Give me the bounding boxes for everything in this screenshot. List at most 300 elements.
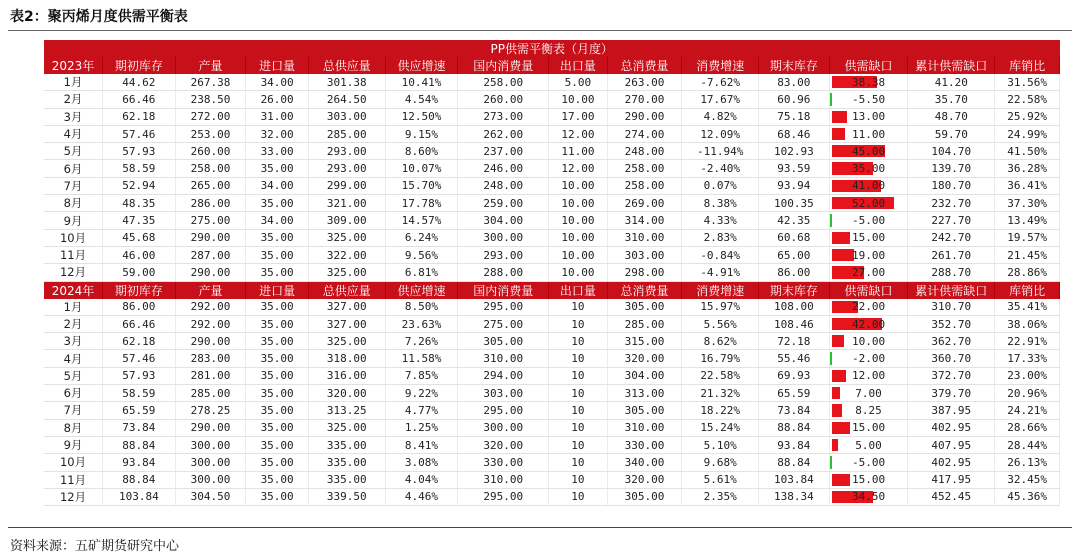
column-header: 国内消费量 xyxy=(458,281,549,299)
month-cell: 8月 xyxy=(44,419,103,436)
month-cell: 2月 xyxy=(44,91,103,108)
data-cell: 42.35 xyxy=(759,212,830,229)
data-cell: 320.00 xyxy=(308,385,385,402)
data-cell: 290.00 xyxy=(175,333,246,350)
data-cell: 62.18 xyxy=(103,333,176,350)
data-cell: 35.00 xyxy=(246,195,309,212)
data-cell: 2.35% xyxy=(682,488,759,505)
data-cell: 104.70 xyxy=(908,143,995,160)
data-cell: 5.56% xyxy=(682,315,759,332)
data-cell: 17.67% xyxy=(682,91,759,108)
data-cell: 21.32% xyxy=(682,385,759,402)
data-cell: 35.00 xyxy=(246,488,309,505)
data-cell: 335.00 xyxy=(308,436,385,453)
data-cell: 52.94 xyxy=(103,177,176,194)
data-cell: 26.13% xyxy=(995,454,1060,471)
data-cell: 305.00 xyxy=(607,488,682,505)
gap-bar xyxy=(832,249,855,261)
gap-cell xyxy=(829,74,908,91)
bottom-rule xyxy=(8,527,1072,528)
column-header: 产量 xyxy=(175,281,246,299)
data-cell: 93.94 xyxy=(759,177,830,194)
gap-value: -5.00 xyxy=(851,214,886,228)
data-cell: 322.00 xyxy=(308,246,385,263)
table-row xyxy=(44,350,1060,367)
data-cell: 5.10% xyxy=(682,436,759,453)
data-cell: 285.00 xyxy=(175,385,246,402)
data-cell: 9.68% xyxy=(682,454,759,471)
gap-bar xyxy=(829,352,832,364)
data-cell: -7.62% xyxy=(682,74,759,91)
gap-value: 27.00 xyxy=(851,265,886,279)
data-cell: 23.00% xyxy=(995,367,1060,384)
data-cell: 259.00 xyxy=(458,195,549,212)
data-cell: 21.45% xyxy=(995,246,1060,263)
data-cell: 10.00 xyxy=(549,177,608,194)
data-cell: 44.62 xyxy=(103,74,176,91)
month-cell: 11月 xyxy=(44,471,103,488)
data-cell: 12.50% xyxy=(385,108,458,125)
gap-cell xyxy=(829,402,908,419)
column-header: 累计供需缺口 xyxy=(908,281,995,299)
data-cell: 407.95 xyxy=(908,436,995,453)
data-cell: 283.00 xyxy=(175,350,246,367)
data-cell: 93.84 xyxy=(103,454,176,471)
table-title: PP供需平衡表（月度） xyxy=(44,40,1060,57)
gap-value: 15.00 xyxy=(851,231,886,245)
data-cell: 57.93 xyxy=(103,143,176,160)
gap-value: 15.00 xyxy=(851,421,886,435)
month-cell: 6月 xyxy=(44,385,103,402)
gap-cell xyxy=(829,246,908,263)
table-row xyxy=(44,333,1060,350)
data-cell: 35.00 xyxy=(246,350,309,367)
column-header: 总供应量 xyxy=(308,281,385,299)
data-cell: 287.00 xyxy=(175,246,246,263)
data-cell: 35.00 xyxy=(246,264,309,281)
data-cell: 325.00 xyxy=(308,333,385,350)
table-row xyxy=(44,488,1060,505)
data-cell: 102.93 xyxy=(759,143,830,160)
data-cell: 10 xyxy=(549,333,608,350)
data-cell: 32.45% xyxy=(995,471,1060,488)
data-cell: 11.00 xyxy=(549,143,608,160)
data-cell: 7.85% xyxy=(385,367,458,384)
gap-cell xyxy=(829,385,908,402)
data-cell: 55.46 xyxy=(759,350,830,367)
table-row xyxy=(44,74,1060,91)
table-row xyxy=(44,264,1060,281)
data-cell: 10 xyxy=(549,419,608,436)
data-cell: 35.00 xyxy=(246,160,309,177)
gap-cell xyxy=(829,91,908,108)
data-cell: 24.21% xyxy=(995,402,1060,419)
month-cell: 4月 xyxy=(44,350,103,367)
data-cell: 253.00 xyxy=(175,125,246,142)
data-cell: 285.00 xyxy=(308,125,385,142)
data-cell: 31.00 xyxy=(246,108,309,125)
data-cell: 34.00 xyxy=(246,212,309,229)
data-cell: 295.00 xyxy=(458,299,549,316)
data-cell: 108.00 xyxy=(759,299,830,316)
data-cell: 10 xyxy=(549,436,608,453)
gap-cell xyxy=(829,315,908,332)
month-cell: 9月 xyxy=(44,212,103,229)
data-cell: 15.70% xyxy=(385,177,458,194)
data-cell: 305.00 xyxy=(458,333,549,350)
data-cell: 314.00 xyxy=(607,212,682,229)
data-cell: 292.00 xyxy=(175,299,246,316)
data-cell: 10.00 xyxy=(549,246,608,263)
data-cell: 270.00 xyxy=(607,91,682,108)
gap-cell xyxy=(829,160,908,177)
data-cell: 15.24% xyxy=(682,419,759,436)
data-cell: 33.00 xyxy=(246,143,309,160)
data-cell: 88.84 xyxy=(103,471,176,488)
gap-cell xyxy=(829,125,908,142)
data-cell: 362.70 xyxy=(908,333,995,350)
table-row xyxy=(44,246,1060,263)
data-cell: 313.25 xyxy=(308,402,385,419)
gap-bar xyxy=(832,474,850,486)
gap-cell xyxy=(829,299,908,316)
data-cell: 272.00 xyxy=(175,108,246,125)
gap-bar xyxy=(832,111,848,123)
data-cell: 47.35 xyxy=(103,212,176,229)
data-cell: 305.00 xyxy=(607,402,682,419)
data-cell: 65.59 xyxy=(103,402,176,419)
data-cell: 310.00 xyxy=(458,350,549,367)
month-cell: 10月 xyxy=(44,229,103,246)
data-cell: 318.00 xyxy=(308,350,385,367)
month-cell: 9月 xyxy=(44,436,103,453)
data-cell: 35.70 xyxy=(908,91,995,108)
data-cell: 20.96% xyxy=(995,385,1060,402)
data-cell: 310.70 xyxy=(908,299,995,316)
data-cell: 10 xyxy=(549,488,608,505)
gap-value: 10.00 xyxy=(851,334,886,348)
data-cell: 41.50% xyxy=(995,143,1060,160)
data-cell: 4.04% xyxy=(385,471,458,488)
gap-value: -5.00 xyxy=(851,455,886,469)
data-cell: 325.00 xyxy=(308,419,385,436)
data-cell: 103.84 xyxy=(759,471,830,488)
data-cell: 48.35 xyxy=(103,195,176,212)
data-cell: 304.50 xyxy=(175,488,246,505)
data-cell: 103.84 xyxy=(103,488,176,505)
month-cell: 11月 xyxy=(44,246,103,263)
data-cell: 37.30% xyxy=(995,195,1060,212)
column-header: 消费增速 xyxy=(682,57,759,74)
data-cell: -0.84% xyxy=(682,246,759,263)
gap-cell xyxy=(829,143,908,160)
data-cell: 10.00 xyxy=(549,264,608,281)
data-cell: 35.00 xyxy=(246,436,309,453)
data-cell: -2.40% xyxy=(682,160,759,177)
data-cell: 402.95 xyxy=(908,454,995,471)
data-cell: 8.50% xyxy=(385,299,458,316)
data-cell: 0.07% xyxy=(682,177,759,194)
data-cell: 304.00 xyxy=(458,212,549,229)
data-cell: 293.00 xyxy=(458,246,549,263)
data-cell: 9.22% xyxy=(385,385,458,402)
data-cell: 10 xyxy=(549,471,608,488)
data-cell: 17.33% xyxy=(995,350,1060,367)
gap-bar xyxy=(832,387,840,399)
data-cell: 73.84 xyxy=(103,419,176,436)
gap-value: 12.00 xyxy=(851,369,886,383)
data-cell: -4.91% xyxy=(682,264,759,281)
table-caption: 表2：聚丙烯月度供需平衡表 xyxy=(10,9,188,25)
data-cell: 278.25 xyxy=(175,402,246,419)
data-cell: 320.00 xyxy=(607,471,682,488)
gap-bar xyxy=(832,439,838,451)
gap-value: 34.50 xyxy=(851,490,886,504)
data-cell: 237.00 xyxy=(458,143,549,160)
data-cell: 352.70 xyxy=(908,315,995,332)
data-cell: 10 xyxy=(549,299,608,316)
data-cell: 65.00 xyxy=(759,246,830,263)
gap-cell xyxy=(829,367,908,384)
data-cell: 15.97% xyxy=(682,299,759,316)
data-cell: 316.00 xyxy=(308,367,385,384)
month-cell: 7月 xyxy=(44,402,103,419)
data-cell: 66.46 xyxy=(103,315,176,332)
data-cell: 35.00 xyxy=(246,402,309,419)
data-cell: 100.35 xyxy=(759,195,830,212)
gap-cell xyxy=(829,471,908,488)
table-row xyxy=(44,299,1060,316)
gap-value: 19.00 xyxy=(851,248,886,262)
data-cell: 238.50 xyxy=(175,91,246,108)
data-cell: 309.00 xyxy=(308,212,385,229)
gap-cell xyxy=(829,212,908,229)
data-cell: 3.08% xyxy=(385,454,458,471)
data-cell: 232.70 xyxy=(908,195,995,212)
data-cell: 8.38% xyxy=(682,195,759,212)
data-cell: 10 xyxy=(549,385,608,402)
column-header: 期初库存 xyxy=(103,57,176,74)
data-cell: 227.70 xyxy=(908,212,995,229)
data-cell: 285.00 xyxy=(607,315,682,332)
month-cell: 3月 xyxy=(44,333,103,350)
table-row xyxy=(44,315,1060,332)
gap-value: -2.00 xyxy=(851,352,886,366)
gap-value: 41.00 xyxy=(851,179,886,193)
data-cell: 267.38 xyxy=(175,74,246,91)
data-cell: 18.22% xyxy=(682,402,759,419)
data-cell: 93.59 xyxy=(759,160,830,177)
data-cell: 273.00 xyxy=(458,108,549,125)
data-cell: 36.28% xyxy=(995,160,1060,177)
pp-balance-table xyxy=(44,40,1060,506)
data-cell: 75.18 xyxy=(759,108,830,125)
month-cell: 1月 xyxy=(44,74,103,91)
gap-value: 52.00 xyxy=(851,196,886,210)
data-cell: 258.00 xyxy=(607,177,682,194)
data-cell: 281.00 xyxy=(175,367,246,384)
data-cell: 73.84 xyxy=(759,402,830,419)
data-cell: 300.00 xyxy=(175,436,246,453)
table-row xyxy=(44,367,1060,384)
data-cell: 335.00 xyxy=(308,454,385,471)
data-cell: 258.00 xyxy=(458,74,549,91)
data-cell: 24.99% xyxy=(995,125,1060,142)
data-cell: 35.41% xyxy=(995,299,1060,316)
data-cell: 35.00 xyxy=(246,454,309,471)
column-header: 期末库存 xyxy=(759,57,830,74)
data-cell: 88.84 xyxy=(759,419,830,436)
table-row xyxy=(44,91,1060,108)
data-cell: 10 xyxy=(549,402,608,419)
gap-value: 7.00 xyxy=(855,386,882,400)
data-cell: 10 xyxy=(549,350,608,367)
data-cell: 35.00 xyxy=(246,299,309,316)
data-cell: 25.92% xyxy=(995,108,1060,125)
data-cell: 305.00 xyxy=(607,299,682,316)
data-cell: 59.70 xyxy=(908,125,995,142)
data-cell: 300.00 xyxy=(458,419,549,436)
gap-value: 35.00 xyxy=(851,162,886,176)
table-row xyxy=(44,212,1060,229)
data-cell: 65.59 xyxy=(759,385,830,402)
data-cell: 295.00 xyxy=(458,488,549,505)
table-row xyxy=(44,177,1060,194)
data-cell: 6.81% xyxy=(385,264,458,281)
data-cell: 68.46 xyxy=(759,125,830,142)
month-cell: 8月 xyxy=(44,195,103,212)
table-row xyxy=(44,471,1060,488)
gap-bar xyxy=(829,93,832,105)
data-cell: 402.95 xyxy=(908,419,995,436)
table-row xyxy=(44,125,1060,142)
data-cell: 248.00 xyxy=(458,177,549,194)
data-cell: 325.00 xyxy=(308,264,385,281)
header-row xyxy=(44,281,1060,299)
data-cell: 4.46% xyxy=(385,488,458,505)
data-cell: 269.00 xyxy=(607,195,682,212)
gap-cell xyxy=(829,108,908,125)
table-body xyxy=(44,40,1060,506)
data-cell: 242.70 xyxy=(908,229,995,246)
gap-bar xyxy=(829,214,832,226)
gap-bar xyxy=(832,128,845,140)
month-cell: 6月 xyxy=(44,160,103,177)
data-cell: 246.00 xyxy=(458,160,549,177)
data-cell: 258.00 xyxy=(607,160,682,177)
data-cell: 303.00 xyxy=(607,246,682,263)
table-row xyxy=(44,229,1060,246)
header-row xyxy=(44,57,1060,74)
gap-value: 8.25 xyxy=(855,403,882,417)
data-cell: 330.00 xyxy=(458,454,549,471)
data-cell: 262.00 xyxy=(458,125,549,142)
data-cell: 10.00 xyxy=(549,91,608,108)
data-cell: 1.25% xyxy=(385,419,458,436)
data-cell: 335.00 xyxy=(308,471,385,488)
data-cell: 35.00 xyxy=(246,333,309,350)
data-cell: 86.00 xyxy=(759,264,830,281)
data-cell: 13.49% xyxy=(995,212,1060,229)
data-cell: 10 xyxy=(549,454,608,471)
data-cell: 6.24% xyxy=(385,229,458,246)
data-cell: 303.00 xyxy=(458,385,549,402)
data-cell: 22.58% xyxy=(682,367,759,384)
data-cell: 17.00 xyxy=(549,108,608,125)
column-header: 期末库存 xyxy=(759,281,830,299)
data-cell: 10.00 xyxy=(549,212,608,229)
table-row xyxy=(44,385,1060,402)
data-cell: 38.06% xyxy=(995,315,1060,332)
data-cell: 360.70 xyxy=(908,350,995,367)
data-cell: 265.00 xyxy=(175,177,246,194)
data-cell: 293.00 xyxy=(308,160,385,177)
data-cell: 2.83% xyxy=(682,229,759,246)
data-cell: 12.09% xyxy=(682,125,759,142)
data-cell: 57.93 xyxy=(103,367,176,384)
column-header: 国内消费量 xyxy=(458,57,549,74)
data-cell: 138.34 xyxy=(759,488,830,505)
gap-cell xyxy=(829,264,908,281)
column-header: 总消费量 xyxy=(607,57,682,74)
gap-value: 11.00 xyxy=(851,127,886,141)
column-header: 总供应量 xyxy=(308,57,385,74)
gap-cell xyxy=(829,333,908,350)
data-cell: 290.00 xyxy=(175,419,246,436)
gap-bar xyxy=(829,456,832,468)
data-cell: 10.00 xyxy=(549,195,608,212)
data-cell: 248.00 xyxy=(607,143,682,160)
data-cell: 35.00 xyxy=(246,315,309,332)
data-cell: 62.18 xyxy=(103,108,176,125)
gap-value: 13.00 xyxy=(851,110,886,124)
data-cell: 60.96 xyxy=(759,91,830,108)
column-header: 供需缺口 xyxy=(829,57,908,74)
data-cell: 48.70 xyxy=(908,108,995,125)
data-cell: 58.59 xyxy=(103,385,176,402)
data-cell: 4.54% xyxy=(385,91,458,108)
month-cell: 12月 xyxy=(44,488,103,505)
data-cell: 9.56% xyxy=(385,246,458,263)
data-cell: 34.00 xyxy=(246,74,309,91)
month-cell: 10月 xyxy=(44,454,103,471)
data-cell: 12.00 xyxy=(549,160,608,177)
data-cell: 45.36% xyxy=(995,488,1060,505)
data-cell: 10.00 xyxy=(549,229,608,246)
data-cell: 452.45 xyxy=(908,488,995,505)
data-cell: 264.50 xyxy=(308,91,385,108)
data-cell: 26.00 xyxy=(246,91,309,108)
gap-bar xyxy=(832,335,844,347)
data-cell: 35.00 xyxy=(246,419,309,436)
data-cell: 4.77% xyxy=(385,402,458,419)
column-header: 库销比 xyxy=(995,57,1060,74)
data-cell: 290.00 xyxy=(175,229,246,246)
data-cell: 5.00 xyxy=(549,74,608,91)
data-cell: 23.63% xyxy=(385,315,458,332)
data-cell: 11.58% xyxy=(385,350,458,367)
data-cell: 34.00 xyxy=(246,177,309,194)
data-cell: 58.59 xyxy=(103,160,176,177)
data-cell: 290.00 xyxy=(175,264,246,281)
data-cell: 108.46 xyxy=(759,315,830,332)
top-rule xyxy=(8,30,1072,31)
data-cell: 28.86% xyxy=(995,264,1060,281)
data-cell: 339.50 xyxy=(308,488,385,505)
data-cell: 10.41% xyxy=(385,74,458,91)
gap-cell xyxy=(829,229,908,246)
gap-cell xyxy=(829,350,908,367)
